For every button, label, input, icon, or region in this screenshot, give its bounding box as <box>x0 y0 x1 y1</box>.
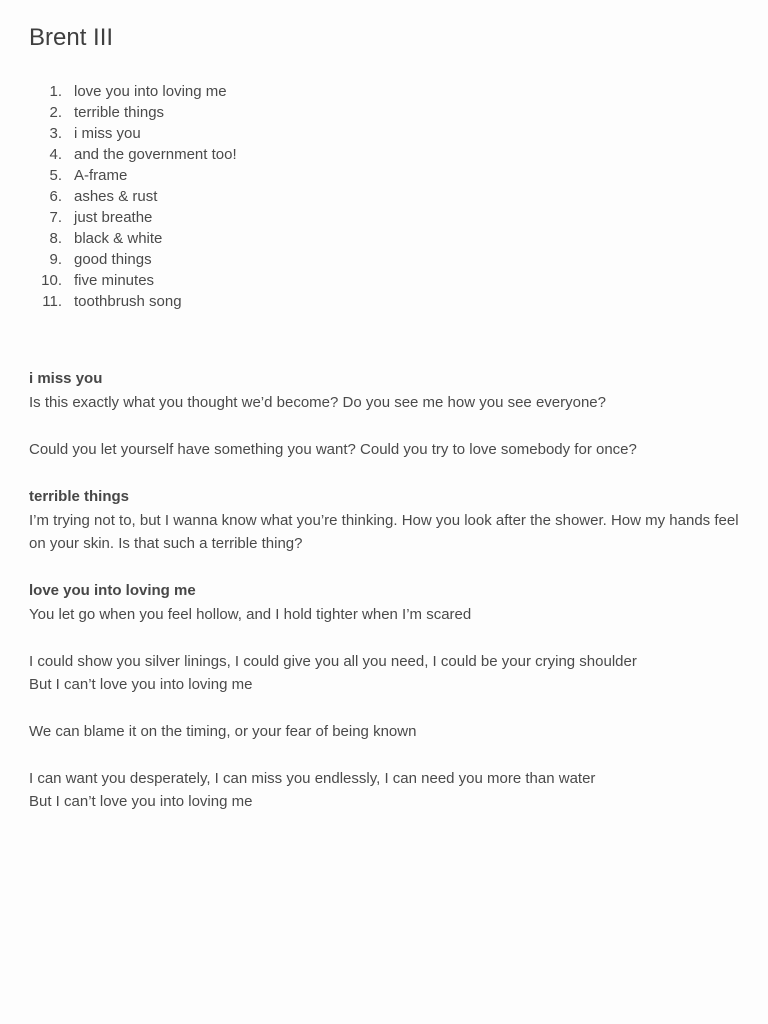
lyrics-line: We can blame it on the timing, or your fear of being known <box>29 723 417 740</box>
tracklist-item[interactable] <box>29 165 739 186</box>
track-number: 11. <box>42 293 62 310</box>
lyrics-paragraph <box>29 509 739 555</box>
section-title: i miss you <box>29 370 103 387</box>
lyrics-line: I’m trying not to, but I wanna know what you’re thinking. How you look after the shower. How my hands feel on your skin. Is that such a terrible thing? <box>29 512 739 552</box>
track-title: just breathe <box>74 209 153 226</box>
lyrics-paragraph <box>29 391 739 414</box>
lyrics-line: Is this exactly what you thought we’d become? Do you see me how you see everyone? <box>29 394 606 411</box>
lyrics-line: Could you let yourself have something you want? Could you try to love somebody for once? <box>29 441 637 458</box>
lyrics-sections <box>29 367 739 813</box>
tracklist-item[interactable] <box>29 207 739 228</box>
track-title: five minutes <box>74 272 155 289</box>
lyrics-paragraph <box>29 767 739 813</box>
track-number: 3. <box>49 125 62 142</box>
note-title[interactable]: Brent III <box>29 24 114 51</box>
track-number: 6. <box>49 188 62 205</box>
section-title: love you into loving me <box>29 582 196 599</box>
track-number: 9. <box>49 251 62 268</box>
track-title: ashes & rust <box>74 188 158 205</box>
lyrics-line: You let go when you feel hollow, and I hold tighter when I’m scared <box>29 606 472 623</box>
lyrics-paragraph <box>29 438 739 461</box>
lyrics-line: But I can’t love you into loving me <box>29 676 253 693</box>
track-title: and the government too! <box>74 146 237 163</box>
track-title: toothbrush song <box>74 293 182 310</box>
tracklist-item[interactable] <box>29 144 739 165</box>
track-number: 10. <box>41 272 62 289</box>
lyrics-paragraph <box>29 720 739 743</box>
tracklist-item[interactable] <box>29 186 739 207</box>
track-title: love you into loving me <box>74 83 227 100</box>
lyrics-section <box>29 367 739 461</box>
track-number: 7. <box>49 209 62 226</box>
tracklist-item[interactable] <box>29 81 739 102</box>
lyrics-line: I could show you silver linings, I could give you all you need, I could be your crying shoulder <box>29 653 637 670</box>
tracklist <box>29 81 739 312</box>
lyrics-paragraph <box>29 650 739 696</box>
track-number: 5. <box>49 167 62 184</box>
lyrics-section <box>29 579 739 813</box>
track-title: black & white <box>74 230 163 247</box>
tracklist-item[interactable] <box>29 270 739 291</box>
tracklist-item[interactable] <box>29 228 739 249</box>
track-title: A-frame <box>74 167 128 184</box>
lyrics-line: But I can’t love you into loving me <box>29 793 253 810</box>
lyrics-paragraph <box>29 603 739 626</box>
section-title: terrible things <box>29 488 130 505</box>
track-title: terrible things <box>74 104 165 121</box>
lyrics-line: I can want you desperately, I can miss you endlessly, I can need you more than water <box>29 770 596 787</box>
tracklist-item[interactable] <box>29 291 739 312</box>
tracklist-item[interactable] <box>29 123 739 144</box>
lyrics-section <box>29 485 739 555</box>
track-title: good things <box>74 251 152 268</box>
track-number: 8. <box>49 230 62 247</box>
track-number: 4. <box>49 146 62 163</box>
track-title: i miss you <box>74 125 141 142</box>
tracklist-item[interactable] <box>29 102 739 123</box>
track-number: 2. <box>49 104 62 121</box>
track-number: 1. <box>49 83 62 100</box>
tracklist-item[interactable] <box>29 249 739 270</box>
